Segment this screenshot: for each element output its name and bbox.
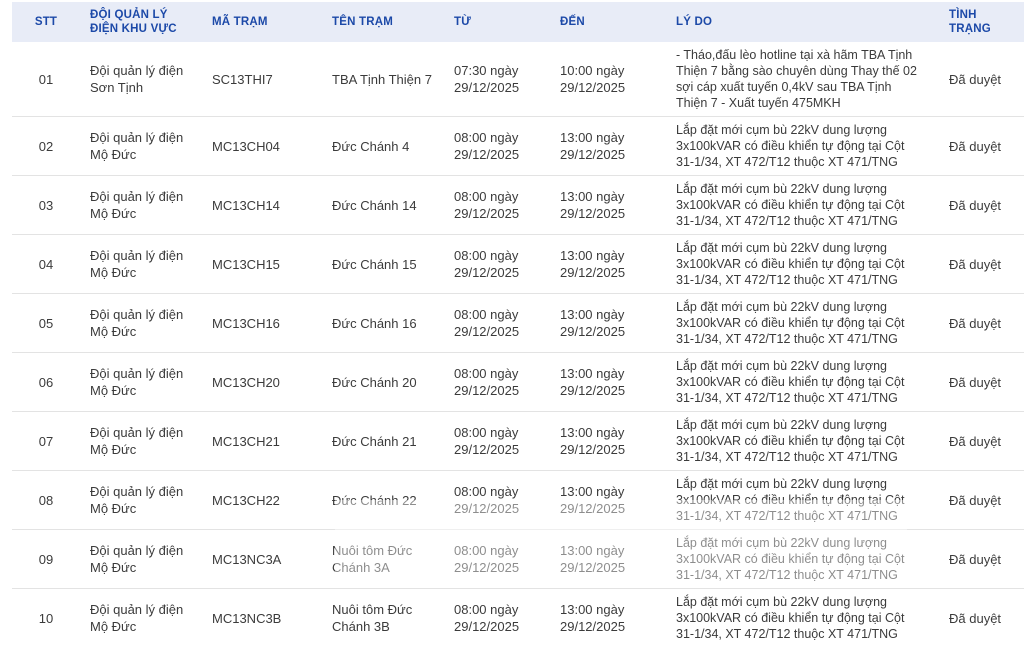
cell-ma_tram: SC13THI7 bbox=[212, 71, 273, 87]
cell-donvi: Đội quản lý điện Mộ Đức bbox=[90, 248, 184, 280]
cell-ten_tram: Đức Chánh 21 bbox=[332, 433, 417, 449]
cell-ly_do: Lắp đặt mới cụm bù 22kV dung lượng 3x100kVAR có điều khiển tự động tại Cột 31-1/34, XT 472/T12 thuộc XT 471/TNG bbox=[676, 595, 905, 641]
cell-den: 10:00 ngày 29/12/2025 bbox=[560, 63, 626, 95]
cell-tu: 08:00 ngày 29/12/2025 bbox=[454, 484, 520, 516]
cell-den: 13:00 ngày 29/12/2025 bbox=[560, 484, 626, 516]
cell-stt: 10 bbox=[38, 610, 54, 626]
cell-tu: 08:00 ngày 29/12/2025 bbox=[454, 425, 520, 457]
table-row bbox=[12, 116, 1024, 175]
cell-stt: 08 bbox=[38, 492, 54, 508]
cell-den: 13:00 ngày 29/12/2025 bbox=[560, 366, 626, 398]
cell-ten_tram: Đức Chánh 4 bbox=[332, 138, 410, 154]
cell-tinh_trang: Đã duyệt bbox=[949, 197, 1002, 213]
cell-donvi: Đội quản lý điện Mộ Đức bbox=[90, 130, 184, 162]
column-header-tu: TỪ bbox=[454, 16, 471, 28]
cell-stt: 02 bbox=[38, 138, 54, 154]
cell-ten_tram: Đức Chánh 16 bbox=[332, 315, 417, 331]
cell-stt: 09 bbox=[38, 551, 54, 567]
cell-stt: 07 bbox=[38, 433, 54, 449]
cell-donvi: Đội quản lý điện Mộ Đức bbox=[90, 602, 184, 634]
cell-ma_tram: MC13CH15 bbox=[212, 256, 280, 272]
cell-tinh_trang: Đã duyệt bbox=[949, 138, 1002, 154]
cell-stt: 06 bbox=[38, 374, 54, 390]
cell-den: 13:00 ngày 29/12/2025 bbox=[560, 425, 626, 457]
cell-den: 13:00 ngày 29/12/2025 bbox=[560, 130, 626, 162]
cell-den: 13:00 ngày 29/12/2025 bbox=[560, 189, 626, 221]
cell-tu: 08:00 ngày 29/12/2025 bbox=[454, 189, 520, 221]
cell-den: 13:00 ngày 29/12/2025 bbox=[560, 248, 626, 280]
cell-tinh_trang: Đã duyệt bbox=[949, 551, 1002, 567]
table-body bbox=[12, 42, 1024, 647]
cell-donvi: Đội quản lý điện Mộ Đức bbox=[90, 543, 184, 575]
cell-donvi: Đội quản lý điện Mộ Đức bbox=[90, 366, 184, 398]
cell-ly_do: Lắp đặt mới cụm bù 22kV dung lượng 3x100kVAR có điều khiển tự động tại Cột 31-1/34, XT 472/T12 thuộc XT 471/TNG bbox=[676, 418, 905, 464]
cell-ten_tram: Đức Chánh 14 bbox=[332, 197, 417, 213]
cell-ma_tram: MC13CH16 bbox=[212, 315, 280, 331]
cell-ten_tram: TBA Tịnh Thiện 7 bbox=[332, 71, 432, 87]
table-row bbox=[12, 42, 1024, 116]
column-header-stt: STT bbox=[34, 16, 58, 28]
cell-tu: 08:00 ngày 29/12/2025 bbox=[454, 602, 520, 634]
cell-stt: 05 bbox=[38, 315, 54, 331]
cell-ly_do: Lắp đặt mới cụm bù 22kV dung lượng 3x100kVAR có điều khiển tự động tại Cột 31-1/34, XT 472/T12 thuộc XT 471/TNG bbox=[676, 477, 905, 523]
outage-schedule-table bbox=[12, 2, 1024, 647]
cell-den: 13:00 ngày 29/12/2025 bbox=[560, 543, 626, 575]
cell-donvi: Đội quản lý điện Mộ Đức bbox=[90, 307, 184, 339]
cell-tinh_trang: Đã duyệt bbox=[949, 71, 1002, 87]
cell-tinh_trang: Đã duyệt bbox=[949, 610, 1002, 626]
table-row bbox=[12, 588, 1024, 647]
cell-ten_tram: Nuôi tôm Đức Chánh 3A bbox=[332, 543, 413, 575]
cell-ten_tram: Đức Chánh 22 bbox=[332, 492, 417, 508]
table-row bbox=[12, 411, 1024, 470]
cell-tinh_trang: Đã duyệt bbox=[949, 374, 1002, 390]
cell-ly_do: Lắp đặt mới cụm bù 22kV dung lượng 3x100kVAR có điều khiển tự động tại Cột 31-1/34, XT 472/T12 thuộc XT 471/TNG bbox=[676, 536, 905, 582]
column-header-donvi: ĐỘI QUẢN LÝ ĐIỆN KHU VỰC bbox=[90, 9, 177, 35]
cell-donvi: Đội quản lý điện Mộ Đức bbox=[90, 425, 184, 457]
column-header-ly_do: LÝ DO bbox=[676, 16, 713, 28]
cell-ly_do: Lắp đặt mới cụm bù 22kV dung lượng 3x100kVAR có điều khiển tự động tại Cột 31-1/34, XT 472/T12 thuộc XT 471/TNG bbox=[676, 123, 905, 169]
cell-tu: 07:30 ngày 29/12/2025 bbox=[454, 63, 520, 95]
cell-ly_do: - Tháo,đấu lèo hotline tại xà hãm TBA Tịnh Thiện 7 bằng sào chuyên dùng Thay thế 02 sợi cáp xuất tuyến 0,4kV sau TBA Tịnh Thiện 7 - Xuất tuyến 475MKH bbox=[676, 48, 917, 110]
cell-tu: 08:00 ngày 29/12/2025 bbox=[454, 130, 520, 162]
column-header-den: ĐẾN bbox=[560, 16, 585, 28]
cell-ma_tram: MC13CH04 bbox=[212, 138, 280, 154]
cell-ma_tram: MC13CH20 bbox=[212, 374, 280, 390]
cell-tu: 08:00 ngày 29/12/2025 bbox=[454, 248, 520, 280]
table-header-row bbox=[12, 2, 1024, 42]
table-row bbox=[12, 470, 1024, 529]
cell-ma_tram: MC13CH22 bbox=[212, 492, 280, 508]
cell-ma_tram: MC13NC3B bbox=[212, 610, 282, 626]
cell-den: 13:00 ngày 29/12/2025 bbox=[560, 602, 626, 634]
column-header-ma_tram: MÃ TRẠM bbox=[212, 16, 268, 28]
cell-den: 13:00 ngày 29/12/2025 bbox=[560, 307, 626, 339]
cell-ly_do: Lắp đặt mới cụm bù 22kV dung lượng 3x100kVAR có điều khiển tự động tại Cột 31-1/34, XT 472/T12 thuộc XT 471/TNG bbox=[676, 241, 905, 287]
cell-tinh_trang: Đã duyệt bbox=[949, 492, 1002, 508]
cell-stt: 04 bbox=[38, 256, 54, 272]
cell-tinh_trang: Đã duyệt bbox=[949, 433, 1002, 449]
cell-ly_do: Lắp đặt mới cụm bù 22kV dung lượng 3x100kVAR có điều khiển tự động tại Cột 31-1/34, XT 472/T12 thuộc XT 471/TNG bbox=[676, 359, 905, 405]
table-row bbox=[12, 175, 1024, 234]
column-header-tinh_trang: TÌNH TRẠNG bbox=[949, 9, 991, 35]
cell-donvi: Đội quản lý điện Sơn Tịnh bbox=[90, 63, 184, 95]
cell-ma_tram: MC13CH14 bbox=[212, 197, 280, 213]
cell-stt: 03 bbox=[38, 197, 54, 213]
cell-ma_tram: MC13CH21 bbox=[212, 433, 280, 449]
cell-ten_tram: Đức Chánh 20 bbox=[332, 374, 417, 390]
cell-tinh_trang: Đã duyệt bbox=[949, 315, 1002, 331]
cell-donvi: Đội quản lý điện Mộ Đức bbox=[90, 189, 184, 221]
table-row bbox=[12, 352, 1024, 411]
cell-tu: 08:00 ngày 29/12/2025 bbox=[454, 307, 520, 339]
table-row bbox=[12, 529, 1024, 588]
cell-tu: 08:00 ngày 29/12/2025 bbox=[454, 366, 520, 398]
cell-ly_do: Lắp đặt mới cụm bù 22kV dung lượng 3x100kVAR có điều khiển tự động tại Cột 31-1/34, XT 472/T12 thuộc XT 471/TNG bbox=[676, 300, 905, 346]
cell-ten_tram: Nuôi tôm Đức Chánh 3B bbox=[332, 602, 413, 634]
column-header-ten_tram: TÊN TRẠM bbox=[332, 16, 394, 28]
cell-stt: 01 bbox=[38, 71, 54, 87]
cell-ma_tram: MC13NC3A bbox=[212, 551, 282, 567]
table-row bbox=[12, 234, 1024, 293]
cell-ly_do: Lắp đặt mới cụm bù 22kV dung lượng 3x100kVAR có điều khiển tự động tại Cột 31-1/34, XT 472/T12 thuộc XT 471/TNG bbox=[676, 182, 905, 228]
cell-tu: 08:00 ngày 29/12/2025 bbox=[454, 543, 520, 575]
cell-ten_tram: Đức Chánh 15 bbox=[332, 256, 417, 272]
cell-tinh_trang: Đã duyệt bbox=[949, 256, 1002, 272]
cell-donvi: Đội quản lý điện Mộ Đức bbox=[90, 484, 184, 516]
table-row bbox=[12, 293, 1024, 352]
